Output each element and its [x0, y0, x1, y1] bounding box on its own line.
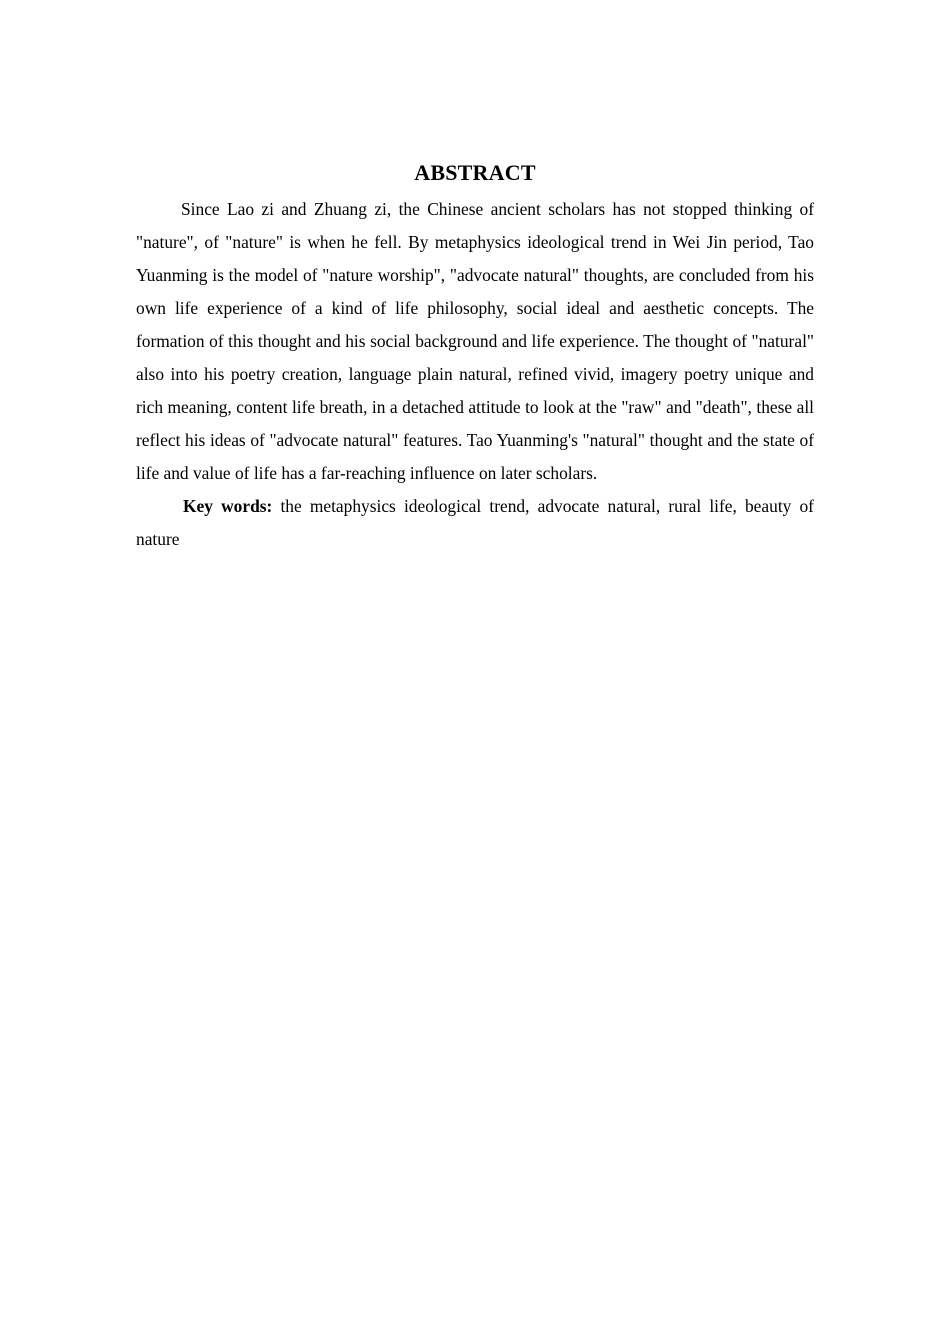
- keywords-text: the metaphysics ideological trend, advocate natural, rural life, beauty of nature: [136, 496, 814, 549]
- abstract-body-paragraph: Since Lao zi and Zhuang zi, the Chinese ancient scholars has not stopped thinking of "nature", of "nature" is when he fell. By metaphysics ideological trend in Wei Jin period, Tao Yuanming is the model of "nature worship", "advocate natural" thoughts, are concluded from his own life experience of a kind of life philosophy, social ideal and aesthetic concepts. The formation of this thought and his social background and life experience. The thought of "natural" also into his poetry creation, language plain natural, refined vivid, imagery poetry unique and rich meaning, content life breath, in a detached attitude to look at the "raw" and "death", these all reflect his ideas of "advocate natural" features. Tao Yuanming's "natural" thought and the state of life and value of life has a far-reaching influence on later scholars.: [136, 199, 814, 483]
- keywords-label: Key words:: [183, 496, 273, 516]
- abstract-section: [136, 157, 814, 556]
- keywords-line: [136, 490, 814, 556]
- abstract-title: ABSTRACT: [414, 160, 536, 185]
